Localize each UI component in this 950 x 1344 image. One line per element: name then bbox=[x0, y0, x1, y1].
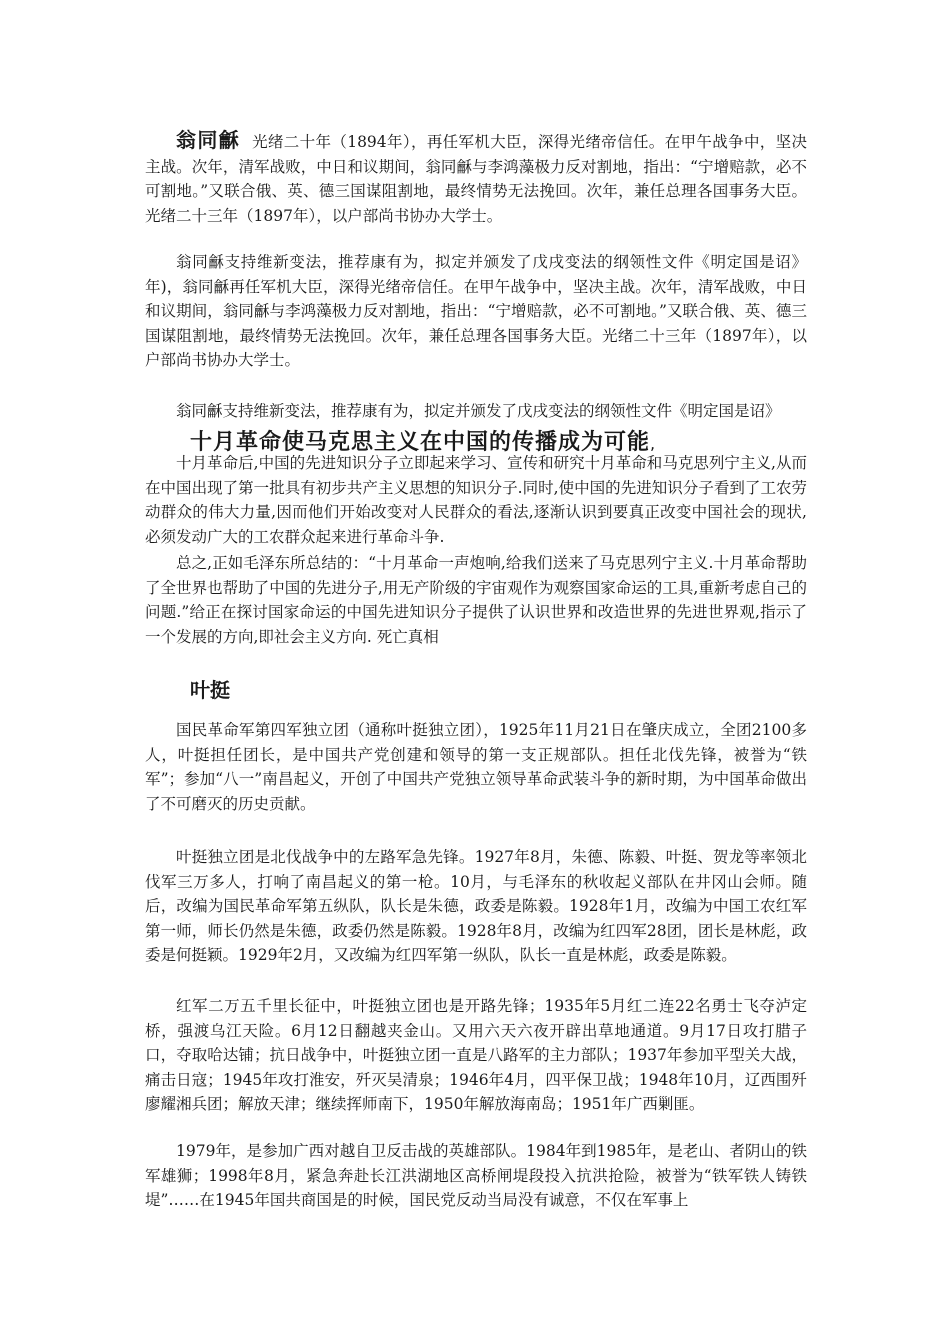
paragraph-yeting-1: 国民革命军第四军独立团（通称叶挺独立团），1925年11月21日在肇庆成立，全团2100多人，叶挺担任团长，是中国共产党创建和领导的第一支正规部队。担任北伐先锋，被誉为“铁军”；参加“八一”南昌起义，开创了中国共产党独立领导革命武装斗争的新时期，为中国革命做出了不可磨灭的历史贡献。 bbox=[145, 721, 807, 813]
paragraph-october-2: 总之,正如毛泽东所总结的：“十月革命一声炮响,给我们送来了马克思列宁主义.十月革命帮助了全世界也帮助了中国的先进分子,用无产阶级的宇宙观作为观察国家命运的工具,重新考虑自己的问题.”给正在探讨国家命运的中国先进知识分子提供了认识世界和改造世界的先进世界观,指示了一个发展的方向,即社会主义方向. 死亡真相 bbox=[145, 554, 807, 646]
paragraph-wengtonghe-1: 光绪二十年（1894年），再任军机大臣，深得光绪帝信任。在甲午战争中，坚决主战。次年，清军战败，中日和议期间，翁同龢与李鸿藻极力反对割地，指出：“宁增赔款，必不可割地。”又联合俄、英、德三国谋阻割地，最终情势无法挽回。次年，兼任总理各国事务大臣。光绪二十三年（1897年），以户部尚书协办大学士。 bbox=[145, 133, 808, 225]
paragraph-yeting-4: 1979年，是参加广西对越自卫反击战的英雄部队。1984年到1985年，是老山、者阴山的铁军雄狮；1998年8月，紧急奔赴长江洪湖地区高桥闸堤段投入抗洪抢险，被誉为“铁军铁人铸铁堤”……在1945年国共商国是的时候，国民党反动当局没有诚意，不仅在军事上 bbox=[145, 1142, 807, 1209]
heading-yeting: 叶挺 bbox=[190, 678, 230, 702]
paragraph-wengtonghe-3: 翁同龢支持维新变法，推荐康有为，拟定并颁发了戊戌变法的纲领性文件《明定国是诏》 bbox=[176, 402, 781, 420]
heading-october-revolution-text: 十月革命使马克思主义在中国的传播成为可能 bbox=[190, 430, 651, 455]
section-wengtonghe-intro bbox=[145, 128, 807, 228]
paragraph-yeting-3: 红军二万五千里长征中，叶挺独立团也是开路先锋；1935年5月红二连22名勇士飞夺泸定桥，强渡乌江天险。6月12日翻越夹金山。又用六天六夜开辟出草地通道。9月17日攻打腊子口，夺取哈达铺；抗日战争中，叶挺独立团一直是八路军的主力部队；1937年参加平型关大战，痛击日寇；1945年攻打淮安，歼灭吴清泉；1946年4月，四平保卫战；1948年10月，辽西围歼廖耀湘兵团；解放天津；继续挥师南下，1950年解放海南岛；1951年广西剿匪。 bbox=[145, 997, 807, 1113]
paragraph-yeting-2: 叶挺独立团是北伐战争中的左路军急先锋。1927年8月，朱德、陈毅、叶挺、贺龙等率领北伐军三万多人，打响了南昌起义的第一枪。10月，与毛泽东的秋收起义部队在井冈山会师。随后，改编为国民革命军第五纵队，队长是朱德，政委是陈毅。1928年1月，改编为中国工农红军第一师，师长仍然是朱德，政委仍然是陈毅。1928年8月，改编为红四军28团，团长是林彪，政委是何挺颖。1929年2月，又改编为红四军第一纵队，队长一直是林彪，政委是陈毅。 bbox=[145, 848, 807, 964]
heading-wengtonghe: 翁同龢 bbox=[176, 128, 241, 152]
paragraph-october-1: 十月革命后,中国的先进知识分子立即起来学习、宣传和研究十月革命和马克思列宁主义,从而在中国出现了第一批具有初步共产主义思想的知识分子.同时,使中国的先进知识分子看到了工农劳动群众的伟大力量,因而他们开始改变对人民群众的看法,逐渐认识到要真正改变中国社会的现状,必须发动广大的工农群众起来进行革命斗争. bbox=[145, 454, 807, 546]
paragraph-wengtonghe-2: 翁同龢支持维新变法，推荐康有为，拟定并颁发了戊戌变法的纲领性文件《明定国是诏》年)，翁同龢再任军机大臣，深得光绪帝信任。在甲午战争中，坚决主战。次年，清军战败，中日和议期间，翁同龢与李鸿藻极力反对割地，指出：“宁增赔款，必不可割地。”又联合俄、英、德三国谋阻割地，最终情势无法挽回。次年，兼任总理各国事务大臣。光绪二十三年（1897年），以户部尚书协办大学士。 bbox=[145, 253, 807, 369]
heading-comma: , bbox=[650, 434, 657, 453]
